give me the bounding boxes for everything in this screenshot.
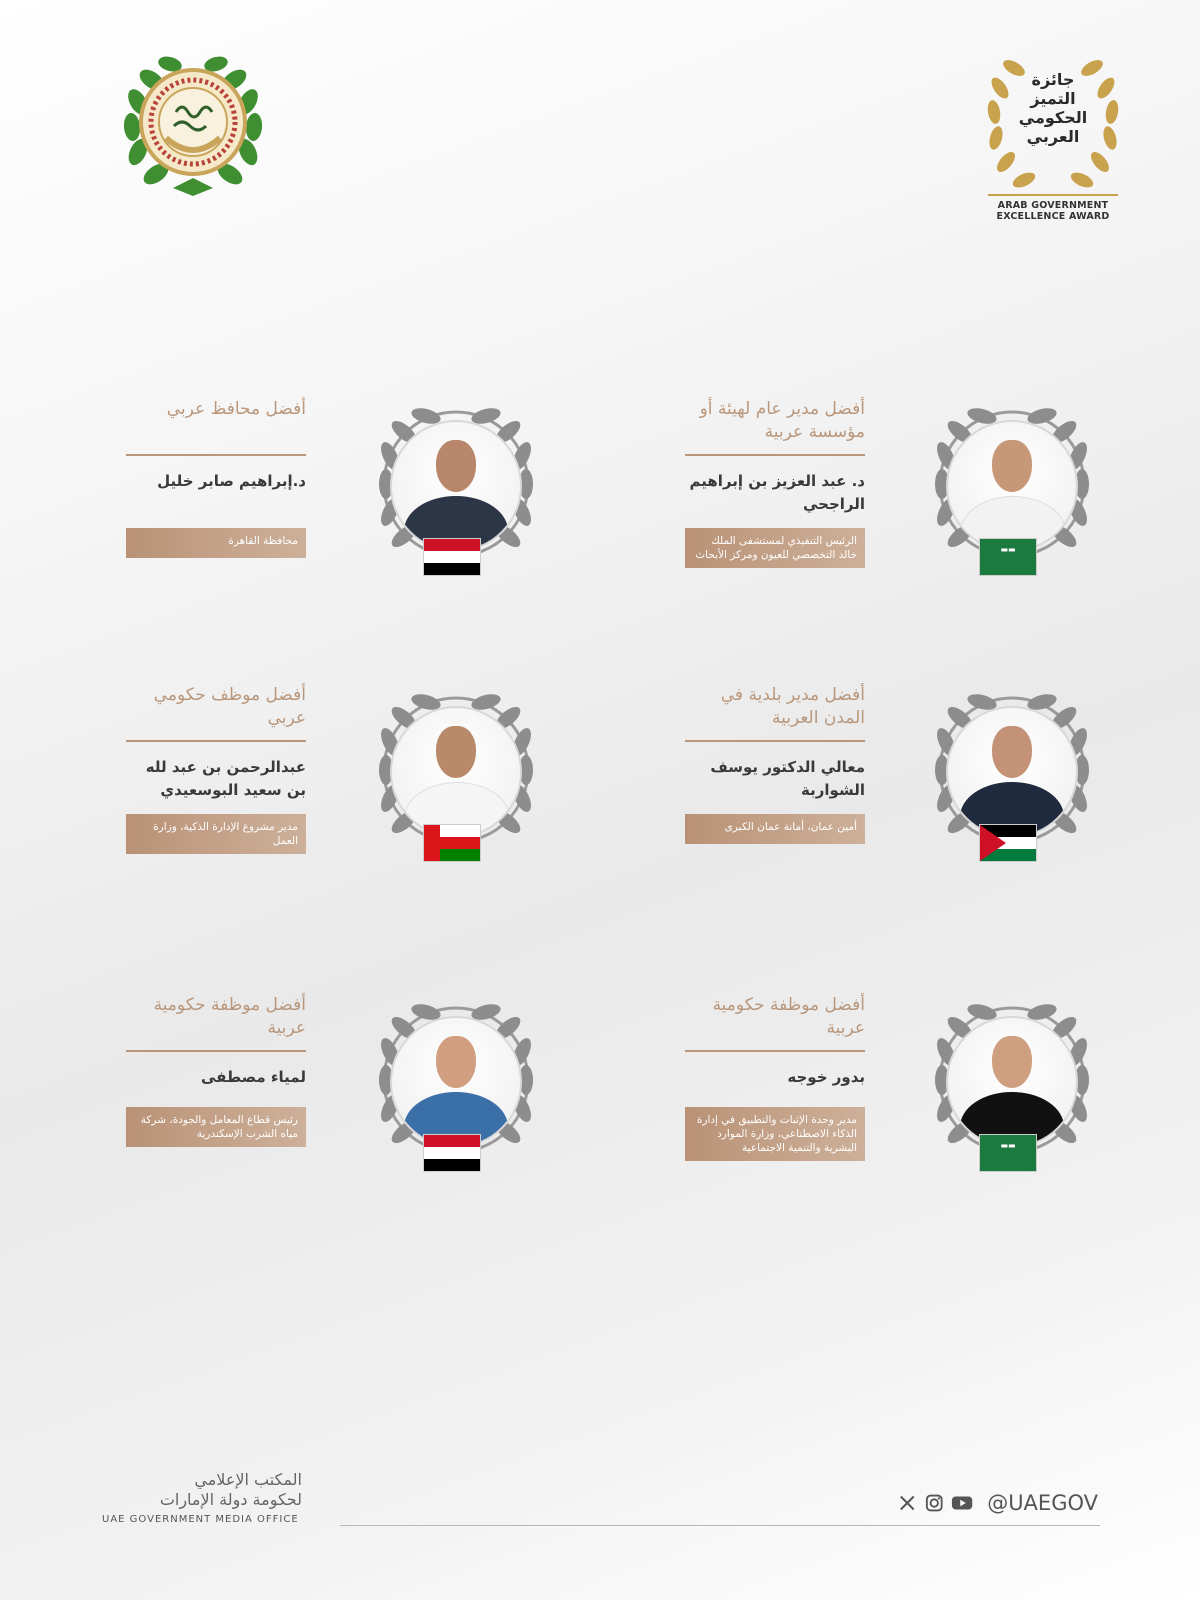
jordan-flag-icon	[979, 824, 1037, 862]
portrait-government-employee-female-egypt	[366, 994, 546, 1174]
winner-photo	[946, 706, 1078, 838]
youtube-icon[interactable]	[951, 1493, 973, 1513]
category-title: أفضل موظف حكومي عربي	[153, 685, 306, 728]
winner-role: الرئيس التنفيذي لمستشفى الملك خالد التخصصي للعيون ومركز الأبحاث	[685, 528, 865, 568]
winner-role: مدير وحدة الإثبات والتطبيق في إدارة الذكاء الاصطناعي، وزارة الموارد البشرية والتنمية الاجتماعية	[685, 1107, 865, 1161]
office-name-ar-line1: المكتب الإعلامي	[194, 1470, 302, 1489]
award-title-arabic: جائزة التميز الحكومي العربي	[1018, 70, 1088, 146]
award-title-english: ARAB GOVERNMENT EXCELLENCE AWARD	[996, 200, 1110, 222]
egypt-flag-icon	[423, 538, 481, 576]
social-links	[898, 1488, 1098, 1518]
portrait-general-director	[922, 398, 1102, 578]
winner-name: بدور خوجه	[787, 1068, 865, 1086]
winner-photo	[946, 420, 1078, 552]
winner-name: د. عبد العزيز بن إبراهيم الراجحي	[689, 472, 865, 513]
saudi-arabia-flag-icon: ▬▬	[979, 1134, 1037, 1172]
divider	[685, 454, 865, 456]
winner-role: مدير مشروع الإدارة الذكية، وزارة العمل	[126, 814, 306, 854]
award-card-government-employee-female-egypt	[126, 994, 306, 1147]
divider	[685, 740, 865, 742]
portrait-government-employee-male	[366, 684, 546, 864]
portrait-governor	[366, 398, 546, 578]
arab-league-logo	[118, 42, 268, 202]
portrait-government-employee-female-saudi	[922, 994, 1102, 1174]
office-name-ar-line2: لحكومة دولة الإمارات	[159, 1490, 302, 1509]
oman-flag-icon	[423, 824, 481, 862]
winner-photo	[390, 420, 522, 552]
social-handle[interactable]: @UAEGOV	[987, 1491, 1098, 1515]
arab-government-excellence-award-logo	[978, 42, 1128, 232]
divider	[685, 1050, 865, 1052]
instagram-icon[interactable]	[925, 1493, 944, 1513]
category-title: أفضل محافظ عربي	[166, 399, 306, 419]
award-card-government-employee-male	[126, 684, 306, 854]
winner-name: د.إبراهيم صابر خليل	[157, 472, 306, 490]
uae-government-media-office-logo	[102, 1470, 302, 1525]
winner-role: محافظة القاهرة	[126, 528, 306, 558]
award-card-government-employee-female-saudi	[685, 994, 865, 1161]
winner-photo	[390, 706, 522, 838]
portrait-municipality-director	[922, 684, 1102, 864]
winner-role: أمين عمان، أمانة عمان الكبرى	[685, 814, 865, 844]
winner-name: معالي الدكتور يوسف الشواربة	[710, 758, 865, 799]
footer-divider	[340, 1525, 1100, 1526]
category-title: أفضل مدير عام لهيئة أو مؤسسة عربية	[699, 399, 865, 442]
award-card-general-director	[685, 398, 865, 568]
divider	[126, 454, 306, 456]
category-title: أفضل موظفة حكومية عربية	[153, 995, 306, 1038]
divider	[126, 1050, 306, 1052]
office-name-en: UAE GOVERNMENT MEDIA OFFICE	[102, 1514, 299, 1525]
winner-photo	[390, 1016, 522, 1148]
egypt-flag-icon	[423, 1134, 481, 1172]
saudi-arabia-flag-icon: ▬▬	[979, 538, 1037, 576]
category-title: أفضل مدير بلدية في المدن العربية	[720, 685, 865, 728]
award-card-municipality-director	[685, 684, 865, 844]
award-card-governor	[126, 398, 306, 558]
winner-photo	[946, 1016, 1078, 1148]
divider	[126, 740, 306, 742]
winner-name: لمياء مصطفى	[201, 1068, 306, 1086]
winner-name: عبدالرحمن بن عبد لله بن سعيد البوسعيدي	[145, 758, 306, 799]
winner-role: رئيس قطاع المعامل والجودة، شركة مياه الشرب الإسكندرية	[126, 1107, 306, 1147]
x-icon[interactable]	[898, 1493, 917, 1513]
category-title: أفضل موظفة حكومية عربية	[712, 995, 865, 1038]
